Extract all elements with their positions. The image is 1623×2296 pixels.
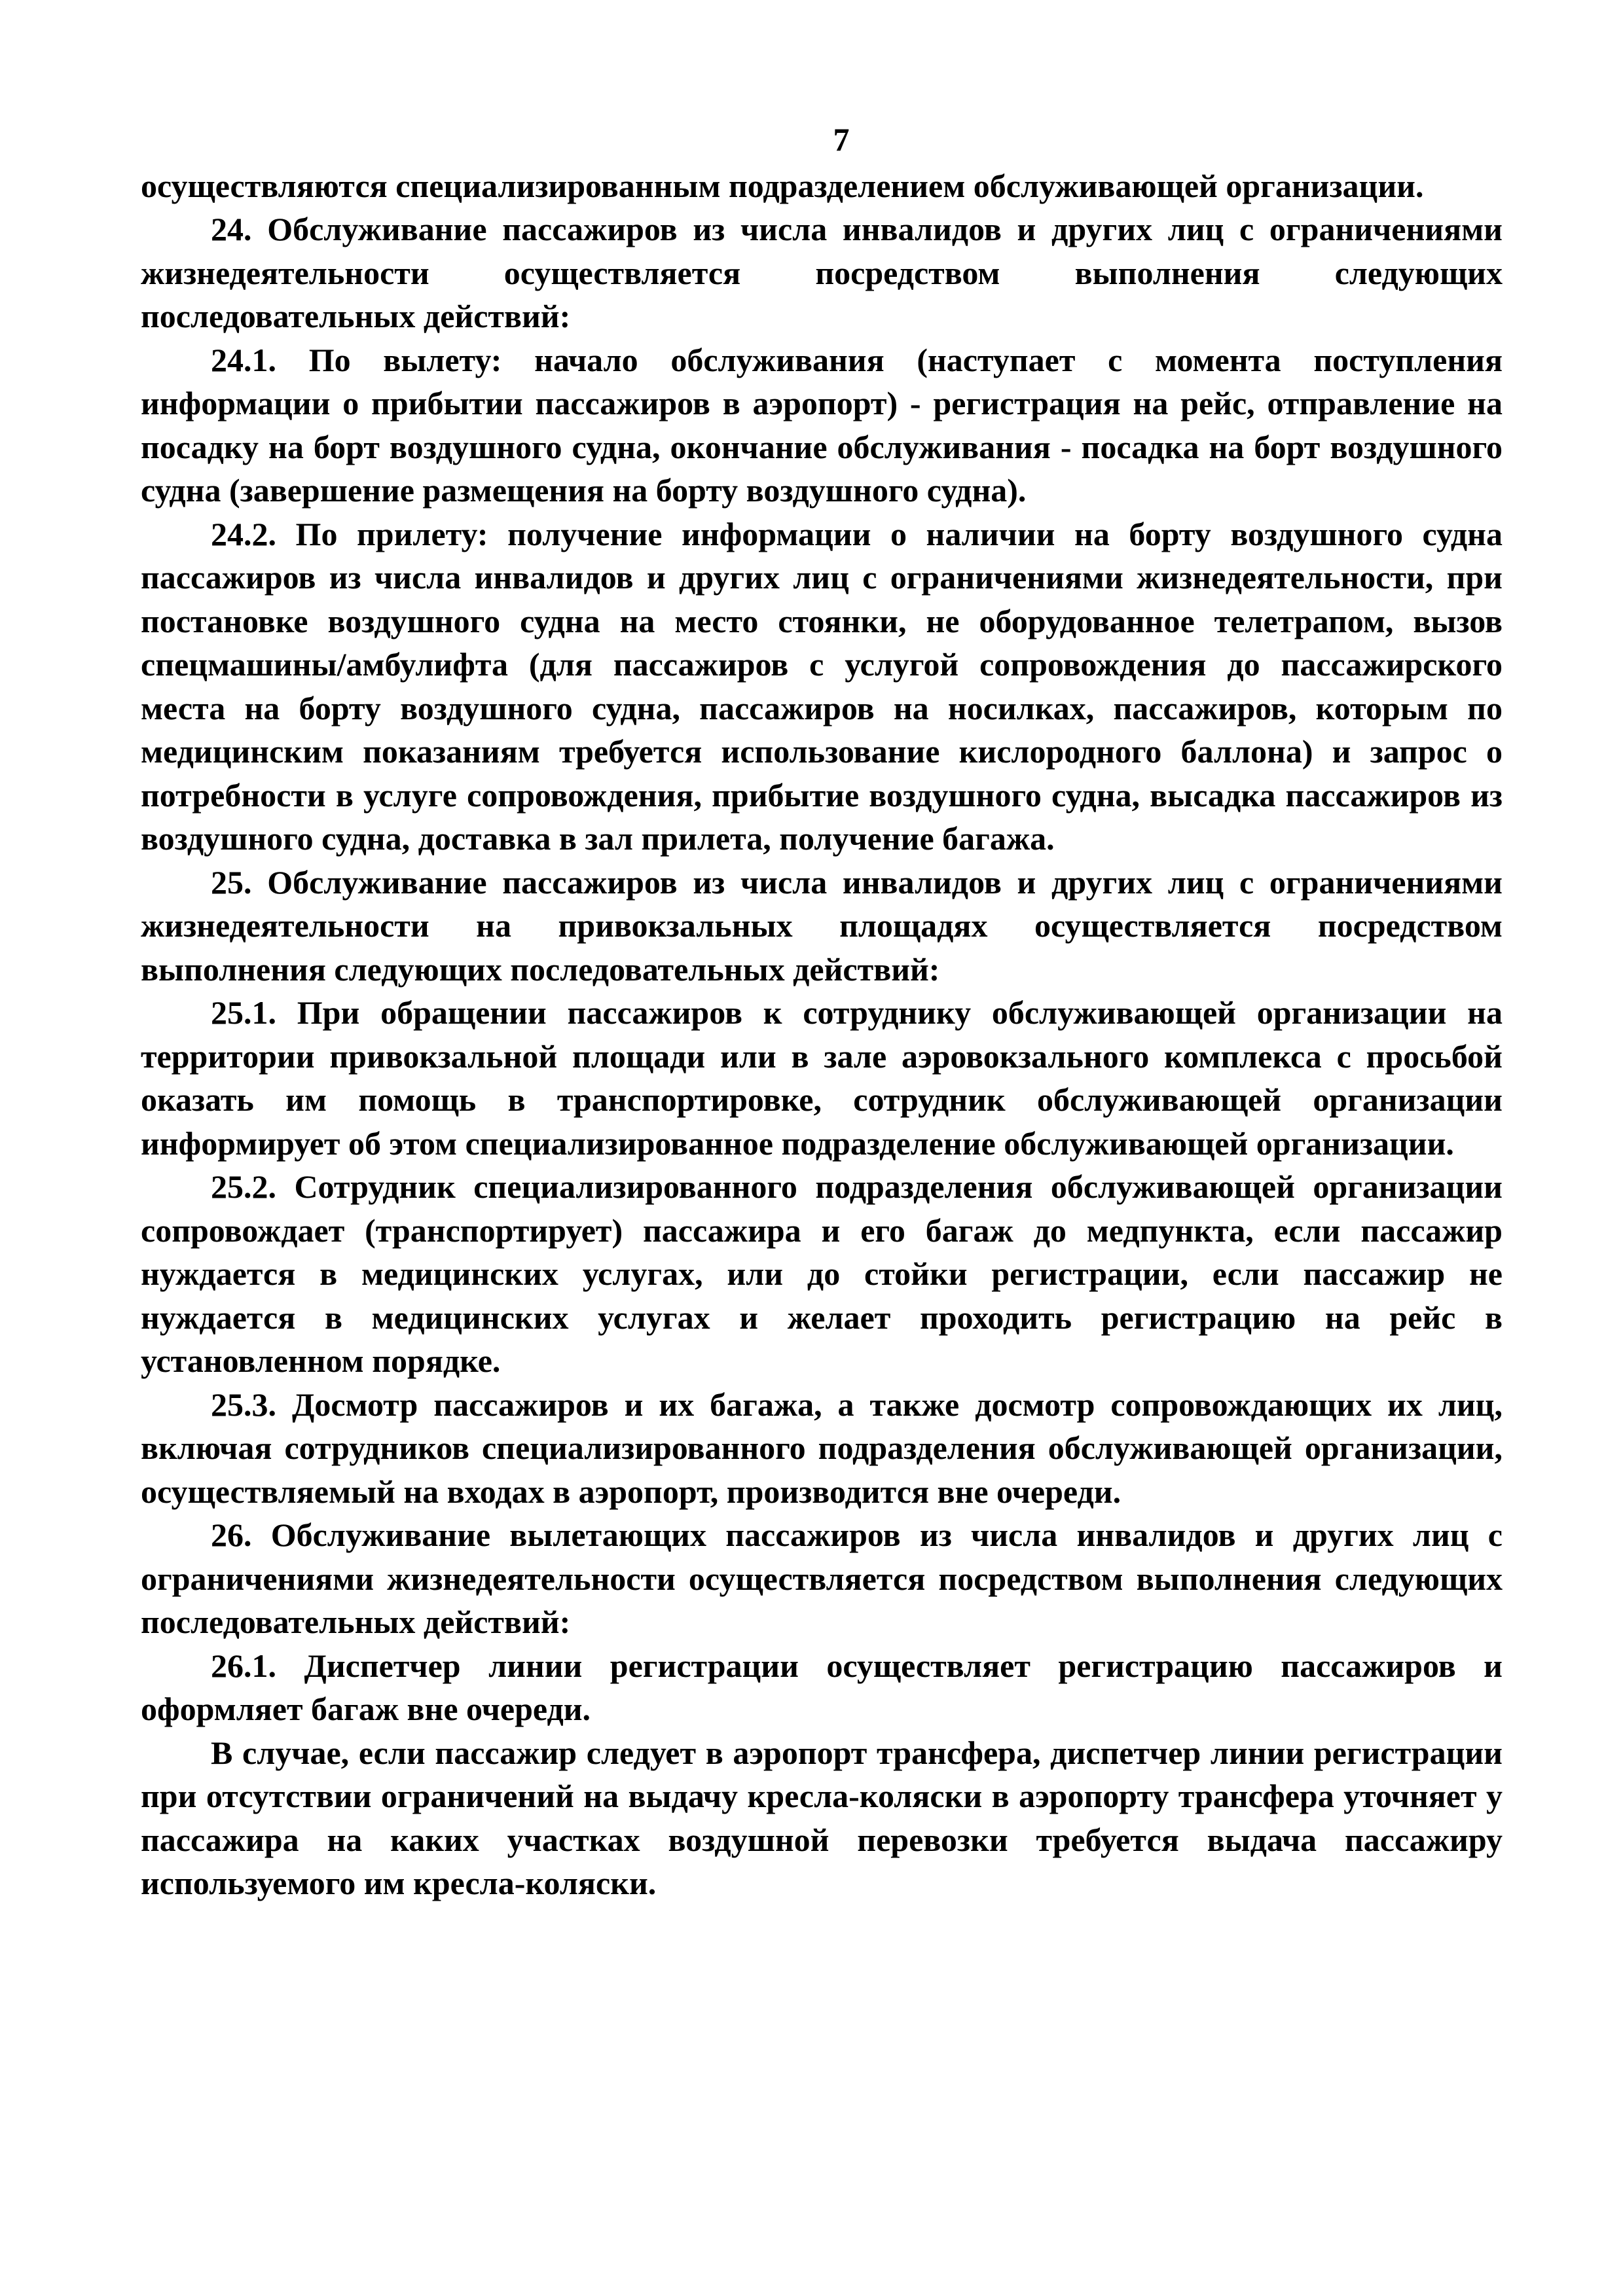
page-number: 7 — [833, 121, 850, 158]
paragraph-24: 24. Обслуживание пассажиров из числа инвалидов и других лиц с ограничениями жизнедеятельности осуществляется посредством выполнения следующих последовательных действий: — [141, 211, 1503, 334]
paragraph-continuation: осуществляются специализированным подразделением обслуживающей организации. — [141, 167, 1424, 204]
paragraph-25-3: 25.3. Досмотр пассажиров и их багажа, а также досмотр сопровождающих их лиц, включая сотрудников специализированного подразделения обслуживающей организации, осуществляемый на входах в аэропорт, производится вне очереди. — [141, 1386, 1503, 1510]
paragraph-25: 25. Обслуживание пассажиров из числа инвалидов и других лиц с ограничениями жизнедеятельности на привокзальных площадях осуществляется посредством выполнения следующих последовательных действий: — [141, 863, 1503, 988]
document-page — [141, 118, 1503, 1905]
paragraph-24-1: 24.1. По вылету: начало обслуживания (наступает с момента поступления информации о прибытии пассажиров в аэропорт) - регистрация на рейс, отправление на посадку на борт воздушного судна, окончание обслуживания - посадка на борт воздушного судна (завершение размещения на борту воздушного судна). — [141, 341, 1503, 509]
paragraph-25-1: 25.1. При обращении пассажиров к сотруднику обслуживающей организации на территории привокзальной площади или в зале аэровокзального комплекса с просьбой оказать им помощь в транспортировке, сотрудник обслуживающей организации информирует об этом специализированное подразделение обслуживающей организации. — [141, 994, 1503, 1162]
paragraph-25-2: 25.2. Сотрудник специализированного подразделения обслуживающей организации сопровождает (транспортирует) пассажира и его багаж до медпункта, если пассажир нуждается в медицинских услугах, или до стойки регистрации, если пассажир не нуждается в медицинских услугах и желает проходить регистрацию на рейс в установленном порядке. — [141, 1168, 1503, 1379]
paragraph-transfer: В случае, если пассажир следует в аэропорт трансфера, диспетчер линии регистрации при отсутствии ограничений на выдачу кресла-коляски в аэропорту трансфера уточняет у пассажира на каких участках воздушной перевозки требуется выдача пассажиру используемого им кресла-коляски. — [141, 1734, 1503, 1901]
paragraph-26: 26. Обслуживание вылетающих пассажиров из числа инвалидов и других лиц с ограничениями жизнедеятельности осуществляется посредством выполнения следующих последовательных действий: — [141, 1516, 1503, 1640]
paragraph-26-1: 26.1. Диспетчер линии регистрации осуществляет регистрацию пассажиров и оформляет багаж вне очереди. — [141, 1647, 1503, 1727]
paragraph-24-2: 24.2. По прилету: получение информации о наличии на борту воздушного судна пассажиров из числа инвалидов и других лиц с ограничениями жизнедеятельности, при постановке воздушного судна на место стоянки, не оборудованное телетрапом, вызов спецмашины/амбулифта (для пассажиров с услугой сопровождения до пассажирского места на борту воздушного судна, пассажиров на носилках, пассажиров, которым по медицинским показаниям требуется использование кислородного баллона) и запрос о потребности в услуге сопровождения, прибытие воздушного судна, высадка пассажиров из воздушного судна, доставка в зал прилета, получение багажа. — [141, 515, 1503, 857]
